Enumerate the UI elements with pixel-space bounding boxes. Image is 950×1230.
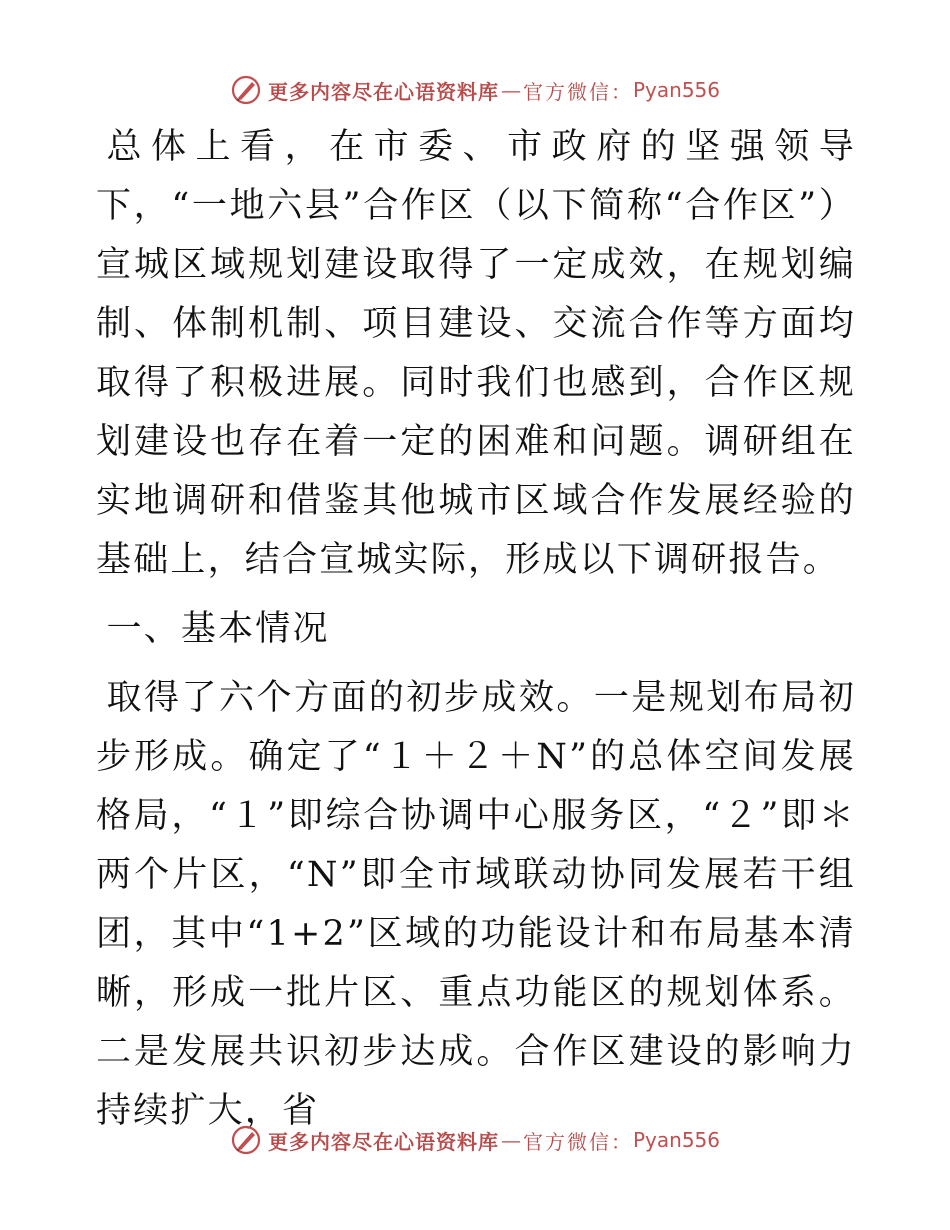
watermark-separator: — xyxy=(500,78,521,102)
watermark-separator: — xyxy=(500,1128,521,1152)
document-body xyxy=(96,118,856,1141)
quill-pen-logo-icon xyxy=(230,1124,262,1156)
watermark-library-text: 更多内容尽在心语资料库 xyxy=(267,79,499,104)
quill-pen-logo-icon xyxy=(230,74,262,106)
paragraph-achievements: 取得了六个方面的初步成效。一是规划布局初步形成。确定了“１＋２＋N”的总体空间发展格局，“１”即综合协调中心服务区，“２”即＊两个片区，“N”即全市域联动协同发展若干组团，其中“1+2”区域的功能设计和布局基本清晰，形成一批片区、重点功能区的规划体系。二是发展共识初步达成。合作区建设的影响力持续扩大，省 xyxy=(96,678,856,1131)
section-heading-basic-situation: 一、基本情况 xyxy=(106,609,330,649)
paragraph-intro: 总体上看，在市委、市政府的坚强领导下，“一地六县”合作区（以下简称“合作区”）宣城区域规划建设取得了一定成效，在规划编制、体制机制、项目建设、交流合作等方面均取得了积极进展。同时我们也感到，合作区规划建设也存在着一定的困难和问题。调研组在实地调研和借鉴其他城市区域合作发展经验的基础上，结合宣城实际，形成以下调研报告。 xyxy=(96,127,856,580)
watermark-banner-top xyxy=(0,70,950,110)
watermark-library-text: 更多内容尽在心语资料库 xyxy=(267,1129,499,1154)
watermark-wechat-label: 官方微信： xyxy=(522,79,633,104)
watermark-banner-bottom xyxy=(0,1120,950,1160)
watermark-wechat-id: Pyan556 xyxy=(632,78,720,102)
watermark-wechat-label: 官方微信： xyxy=(522,1129,633,1154)
watermark-wechat-id: Pyan556 xyxy=(632,1128,720,1152)
